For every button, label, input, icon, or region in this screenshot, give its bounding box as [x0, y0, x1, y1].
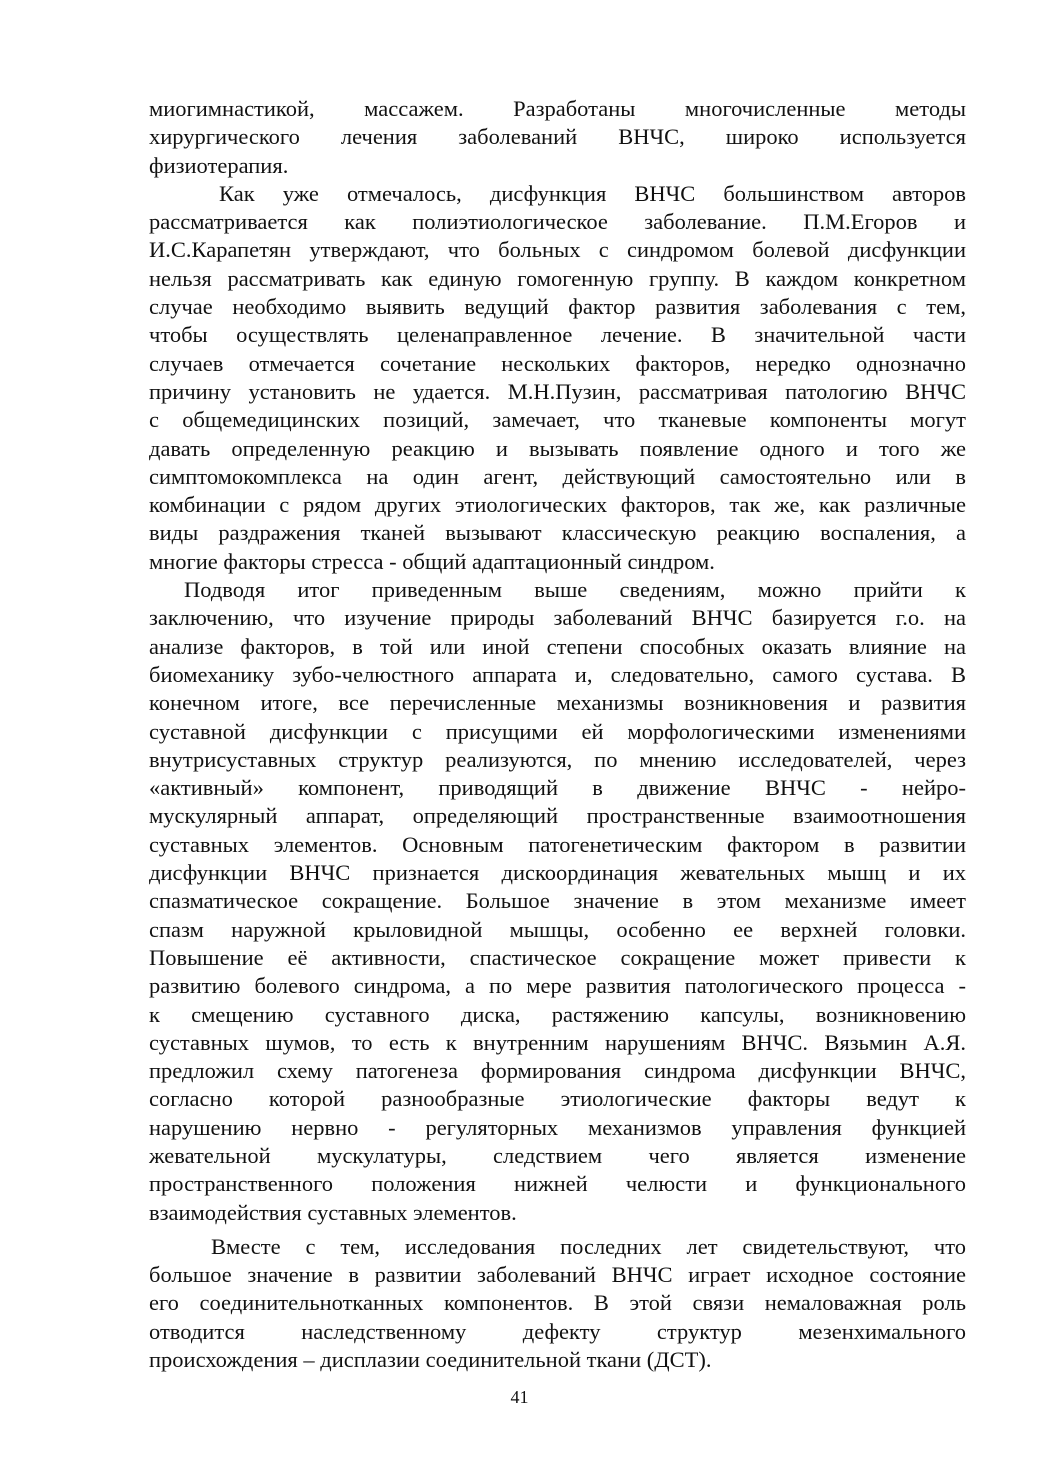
- text-line: происхождения – дисплазии соединительной ткани (ДСТ).: [149, 1347, 712, 1373]
- text-line: анализе факторов, в той или иной степени способных оказать влияние на: [149, 633, 966, 659]
- text-line: «активный» компонент, приводящий в движение ВНЧС - нейро-: [149, 775, 966, 801]
- text-line: чтобы осуществлять целенаправленное лечение. В значительной части: [149, 322, 966, 348]
- text-line: нельзя рассматривать как единую гомогенную группу. В каждом конкретном: [149, 265, 966, 291]
- text-line: развитию болевого синдрома, а по мере развития патологического процесса -: [149, 973, 966, 999]
- text-line: нарушению нервно - регуляторных механизмов управления функцией: [149, 1114, 966, 1140]
- text-line: многие факторы стресса - общий адаптационный синдром.: [149, 548, 715, 574]
- text-line: конечном итоге, все перечисленные механизмы возникновения и развития: [149, 690, 966, 716]
- text-line: причину установить не удается. М.Н.Пузин, рассматривая патологию ВНЧС: [149, 378, 966, 404]
- text-line: взаимодействия суставных элементов.: [149, 1199, 517, 1225]
- text-line: отводится наследственному дефекту структур мезенхимального: [149, 1318, 966, 1344]
- text-line: суставной дисфункции с присущими ей морфологическими изменениями: [149, 718, 966, 744]
- text-line: Как уже отмечалось, дисфункция ВНЧС большинством авторов: [219, 180, 966, 206]
- text-line: к смещению суставного диска, растяжению капсулы, возникновению: [149, 1001, 966, 1027]
- text-line: биомеханику зубо-челюстного аппарата и, следовательно, самого сустава. В: [149, 661, 966, 687]
- text-line: суставных шумов, то есть к внутренним нарушениям ВНЧС. Вязьмин А.Я.: [149, 1029, 966, 1055]
- document-body: [149, 95, 966, 1374]
- text-line: Повышение её активности, спастическое сокращение может привести к: [149, 944, 966, 970]
- text-line: симптомокомплекса на один агент, действующий самостоятельно или в: [149, 463, 966, 489]
- text-line: случаев отмечается сочетание нескольких факторов, нередко однозначно: [149, 350, 966, 376]
- text-line: Подводя итог приведенным выше сведениям, можно прийти к: [184, 577, 966, 603]
- text-line: внутрисуставных структур реализуются, по мнению исследователей, через: [149, 746, 966, 772]
- text-line: физиотерапия.: [149, 152, 289, 178]
- text-line: большое значение в развитии заболеваний ВНЧС играет исходное состояние: [149, 1262, 966, 1288]
- text-line: спазм наружной крыловидной мышцы, особенно ее верхней головки.: [149, 916, 966, 942]
- text-line: его соединительнотканных компонентов. В этой связи немаловажная роль: [149, 1290, 966, 1316]
- text-line: давать определенную реакцию и вызывать появление одного и того же: [149, 435, 966, 461]
- page-number: 41: [510, 1387, 529, 1407]
- paragraph: [149, 1233, 966, 1374]
- text-line: мускулярный аппарат, определяющий пространственные взаимоотношения: [149, 803, 966, 829]
- text-line: с общемедицинских позиций, замечает, что тканевые компоненты могут: [149, 407, 966, 433]
- text-line: дисфункции ВНЧС признается дискоординация жевательных мышц и их: [149, 860, 966, 886]
- text-line: заключению, что изучение природы заболеваний ВНЧС базируется г.о. на: [149, 605, 966, 631]
- text-line: комбинации с рядом других этиологических факторов, так же, как различные: [149, 492, 966, 518]
- text-line: виды раздражения тканей вызывают классическую реакцию воспаления, а: [149, 520, 966, 546]
- text-line: суставных элементов. Основным патогенетическим фактором в развитии: [149, 831, 966, 857]
- text-line: миогимнастикой, массажем. Разработаны многочисленные методы: [149, 96, 966, 121]
- text-line: рассматривается как полиэтиологическое заболевание. П.М.Егоров и: [149, 209, 966, 235]
- text-line: жевательной мускулатуры, следствием чего является изменение: [149, 1142, 966, 1168]
- paragraph: [149, 95, 966, 180]
- text-line: И.С.Карапетян утверждают, что больных с синдромом болевой дисфункции: [149, 237, 966, 263]
- text-line: спазматическое сокращение. Большое значение в этом механизме имеет: [149, 888, 966, 914]
- text-line: предложил схему патогенеза формирования синдрома дисфункции ВНЧС,: [149, 1058, 966, 1084]
- paragraph: [149, 180, 966, 576]
- text-line: хирургического лечения заболеваний ВНЧС, широко используется: [149, 124, 966, 150]
- text-line: случае необходимо выявить ведущий фактор развития заболевания с тем,: [149, 294, 966, 320]
- text-line: Вместе с тем, исследования последних лет свидетельствуют, что: [211, 1233, 966, 1259]
- text-line: согласно которой разнообразные этиологические факторы ведут к: [149, 1086, 966, 1112]
- text-line: пространственного положения нижней челюсти и функционального: [149, 1171, 966, 1197]
- paragraph: [149, 576, 966, 1227]
